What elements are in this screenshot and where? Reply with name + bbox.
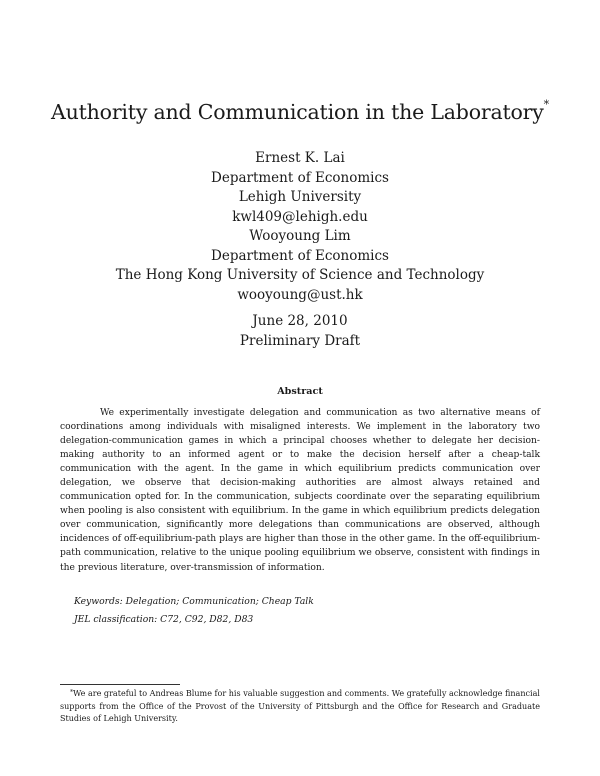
footnote xyxy=(60,688,540,726)
abstract-heading: Abstract xyxy=(277,386,323,397)
author-email: kwl409@lehigh.edu xyxy=(232,208,368,225)
author-block-2 xyxy=(0,227,600,305)
author-block-1 xyxy=(0,149,600,227)
footnote-mark: * xyxy=(70,689,73,696)
keywords-line: Keywords: Delegation; Communication; Cheap Talk xyxy=(74,596,314,607)
paper-date: June 28, 2010 xyxy=(252,313,348,329)
author-institution: Lehigh University xyxy=(238,189,362,205)
title-footnote-mark: * xyxy=(543,98,549,111)
paper-title xyxy=(0,100,600,124)
paper-title-text: Authority and Communication in the Laboratory xyxy=(51,100,544,124)
jel-classification-line: JEL classification: C72, C92, D82, D83 xyxy=(74,614,254,625)
author-department: Department of Economics xyxy=(211,247,389,264)
author-name: Wooyoung Lim xyxy=(249,228,351,244)
date-block xyxy=(0,312,600,351)
footnote-text: We are grateful to Andreas Blume for his valuable suggestion and comments. We gratefully acknowledge financial supports from the Office of the Provost of the University of Pittsburgh and the Office for Research and Graduate Studies of Lehigh University. xyxy=(60,689,540,723)
author-email: wooyoung@ust.hk xyxy=(237,286,363,303)
abstract-text: We experimentally investigate delegation and communication as two alternative means of coordinations among individuals with misaligned interests. We implement in the laboratory two delegation-communication games in which a principal chooses whether to delegate her decision-making authority to an informed agent or to make the decision herself after a cheap-talk communication with the agent. In the game in which equilibrium predicts communication over delegation, we observe that decision-making authorities are almost always retained and communication opted for. In the communication, subjects coordinate over the separating equilibrium when pooling is also consistent with equilibrium. In the game in which equilibrium predicts delegation over communication, significantly more delegations than communications are observed, although incidences of off-equilibrium-path plays are higher than those in the other game. In the off-equilibrium-path communication, relative to the unique pooling equilibrium we observe, consistent with findings in the previous literature, over-transmission of information. xyxy=(60,408,540,573)
author-name: Ernest K. Lai xyxy=(255,150,345,166)
footnote-divider xyxy=(60,684,180,685)
draft-status: Preliminary Draft xyxy=(239,332,361,349)
author-institution: The Hong Kong University of Science and Technology xyxy=(115,267,485,283)
author-department: Department of Economics xyxy=(211,169,389,186)
